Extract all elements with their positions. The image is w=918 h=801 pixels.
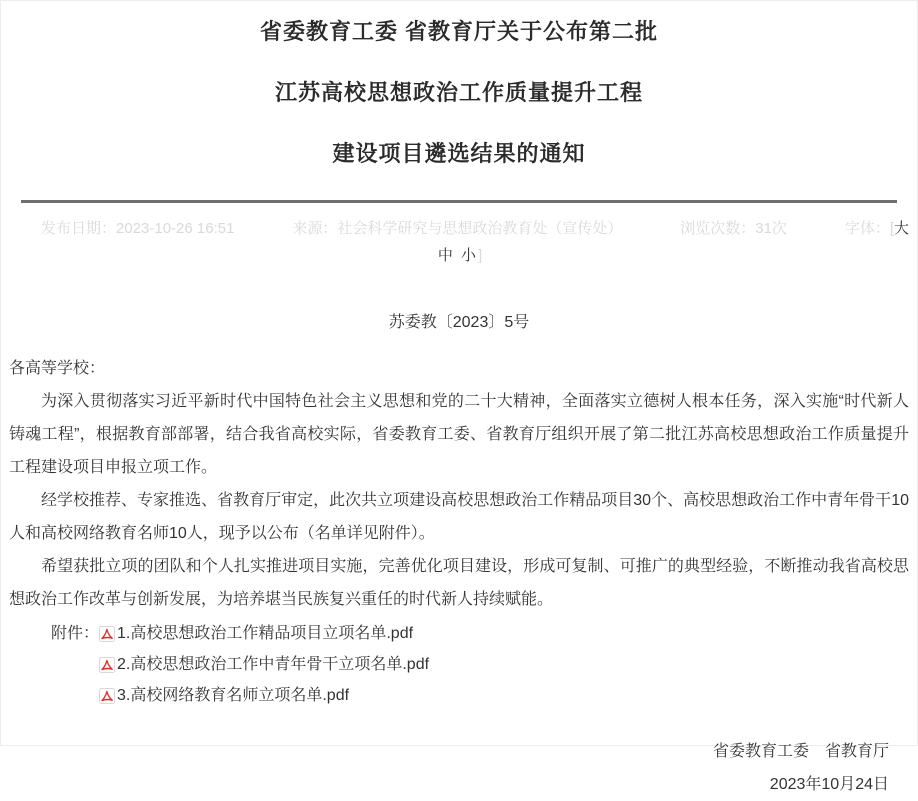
font-size-label: 字体：[ bbox=[844, 220, 894, 237]
view-count: 浏览次数：31次 bbox=[680, 220, 787, 237]
title-line-1: 省委教育工委 省教育厅关于公布第二批 bbox=[259, 19, 659, 44]
attachment-link-3[interactable] bbox=[99, 680, 429, 711]
title-divider bbox=[21, 200, 897, 203]
publish-date: 发布日期：2023-10-26 16:51 bbox=[41, 220, 235, 237]
title-line-2: 江苏高校思想政治工作质量提升工程 bbox=[274, 80, 643, 105]
attachment-link-2[interactable] bbox=[99, 649, 429, 680]
pdf-file-icon bbox=[99, 657, 115, 673]
paragraph-1: 为深入贯彻落实习近平新时代中国特色社会主义思想和党的二十大精神，全面落实立德树人根本任务，深入实施“时代新人铸魂工程”，根据教育部部署，结合我省高校实际，省委教育工委、省教育厅组织开展了第二批江苏高校思想政治工作质量提升工程建设项目申报立项工作。 bbox=[9, 393, 909, 476]
page-title bbox=[1, 17, 917, 169]
document-number: 苏委教〔2023〕5号 bbox=[388, 314, 530, 331]
salutation: 各高等学校： bbox=[9, 360, 106, 377]
font-size-medium-button[interactable]: 中 bbox=[437, 247, 453, 264]
pdf-file-icon bbox=[99, 626, 115, 642]
attachments-section bbox=[9, 618, 909, 711]
font-size-controls-wrap bbox=[1, 244, 917, 265]
title-line-3: 建设项目遴选结果的通知 bbox=[332, 141, 586, 166]
attachment-name: 2.高校思想政治工作中青年骨干立项名单.pdf bbox=[117, 656, 430, 673]
notice-body bbox=[1, 352, 917, 711]
font-size-small-button[interactable]: 小 bbox=[461, 247, 477, 264]
issue-date: 2023年10月24日 bbox=[769, 776, 889, 793]
source: 来源：社会科学研究与思想政治教育处（宣传处） bbox=[292, 220, 623, 237]
attachments-label: 附件： bbox=[51, 625, 100, 642]
notice-footer bbox=[1, 735, 917, 801]
paragraph-3: 希望获批立项的团队和个人扎实推进项目实施，完善优化项目建设，形成可复制、可推广的典型经验，不断推动我省高校思想政治工作改革与创新发展，为培养堪当民族复兴重任的时代新人持续赋能。 bbox=[9, 558, 909, 608]
paragraph-2: 经学校推荐、专家推选、省教育厅审定，此次共立项建设高校思想政治工作精品项目30个、高校思想政治工作中青年骨干10人和高校网络教育名师10人，现予以公布（名单详见附件）。 bbox=[9, 492, 909, 542]
font-size-bracket-close: ] bbox=[478, 247, 483, 264]
attachments-list bbox=[99, 618, 429, 711]
attachment-name: 1.高校思想政治工作精品项目立项名单.pdf bbox=[117, 625, 414, 642]
meta-bar bbox=[1, 217, 917, 265]
font-size-large-button[interactable]: 大 bbox=[893, 220, 909, 237]
font-size-label-group bbox=[845, 217, 909, 238]
attachment-name: 3.高校网络教育名师立项名单.pdf bbox=[117, 687, 350, 704]
pdf-file-icon bbox=[99, 688, 115, 704]
attachment-link-1[interactable] bbox=[99, 618, 429, 649]
issuing-authority: 省委教育工委 省教育厅 bbox=[712, 743, 889, 760]
